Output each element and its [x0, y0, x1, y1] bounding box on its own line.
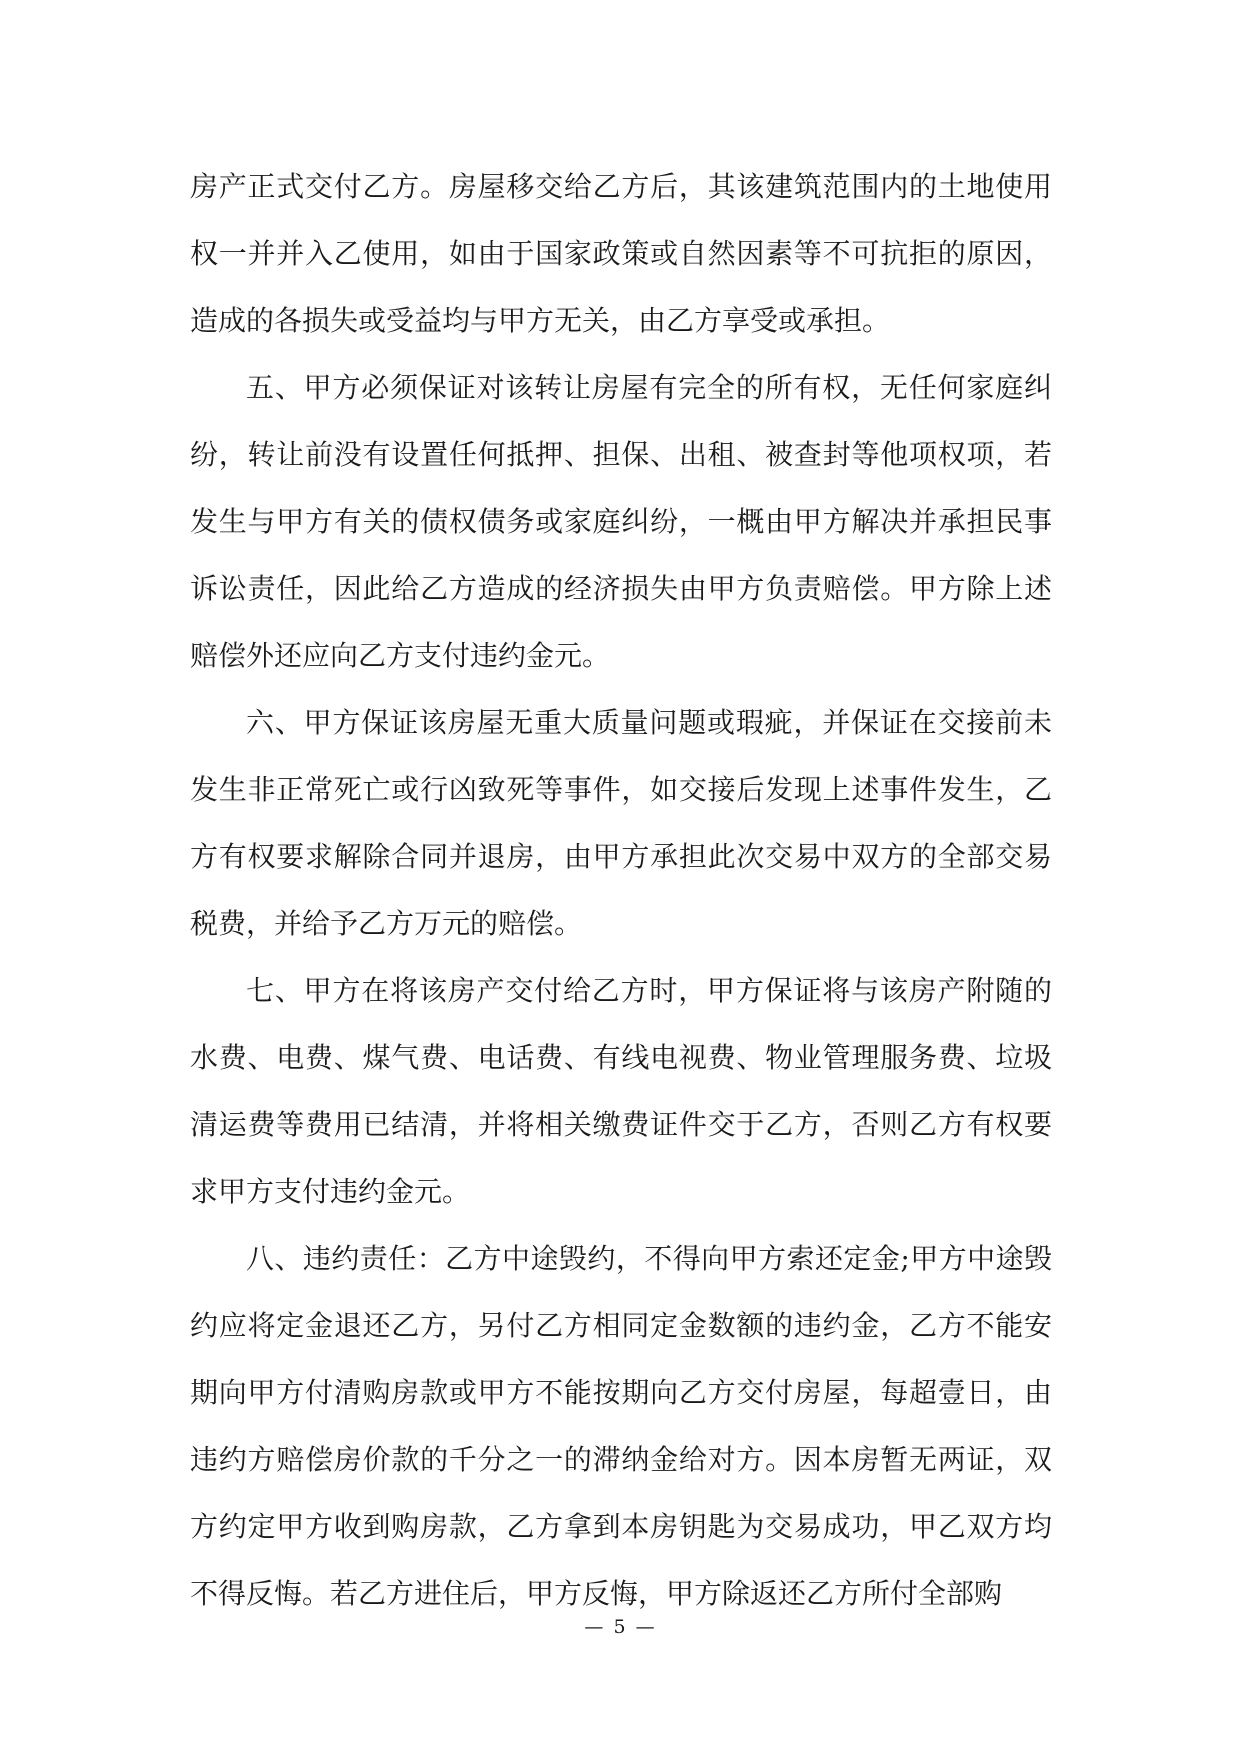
paragraph-continuation: 房产正式交付乙方。房屋移交给乙方后，其该建筑范围内的土地使用权一并并入乙使用，如由于国家政策或自然因素等不可抗拒的原因，造成的各损失或受益均与甲方无关，由乙方享受或承担。	[190, 170, 1052, 337]
paragraph-clause-7: 七、甲方在将该房产交付给乙方时，甲方保证将与该房产附随的水费、电费、煤气费、电话费、有线电视费、物业管理服务费、垃圾清运费等费用已结清，并将相关缴费证件交于乙方，否则乙方有权要求甲方支付违约金元。	[190, 974, 1052, 1208]
paragraph-clause-6: 六、甲方保证该房屋无重大质量问题或瑕疵，并保证在交接前未发生非正常死亡或行凶致死等事件，如交接后发现上述事件发生，乙方有权要求解除合同并退房，由甲方承担此次交易中双方的全部交易税费，并给予乙方万元的赔偿。	[190, 706, 1052, 940]
page-number: — 5 —	[584, 1616, 657, 1638]
paragraph-clause-5: 五、甲方必须保证对该转让房屋有完全的所有权，无任何家庭纠纷，转让前没有设置任何抵押、担保、出租、被查封等他项权项，若发生与甲方有关的债权债务或家庭纠纷，一概由甲方解决并承担民事诉讼责任，因此给乙方造成的经济损失由甲方负责赔偿。甲方除上述赔偿外还应向乙方支付违约金元。	[190, 371, 1052, 672]
paragraph-clause-8: 八、违约责任：乙方中途毁约，不得向甲方索还定金;甲方中途毁约应将定金退还乙方，另付乙方相同定金数额的违约金，乙方不能安期向甲方付清购房款或甲方不能按期向乙方交付房屋，每超壹日，由违约方赔偿房价款的千分之一的滞纳金给对方。因本房暂无两证，双方约定甲方收到购房款，乙方拿到本房钥匙为交易成功，甲乙双方均不得反悔。若乙方进住后，甲方反悔，甲方除返还乙方所付全部购	[190, 1242, 1052, 1610]
document-body	[190, 153, 1052, 1627]
